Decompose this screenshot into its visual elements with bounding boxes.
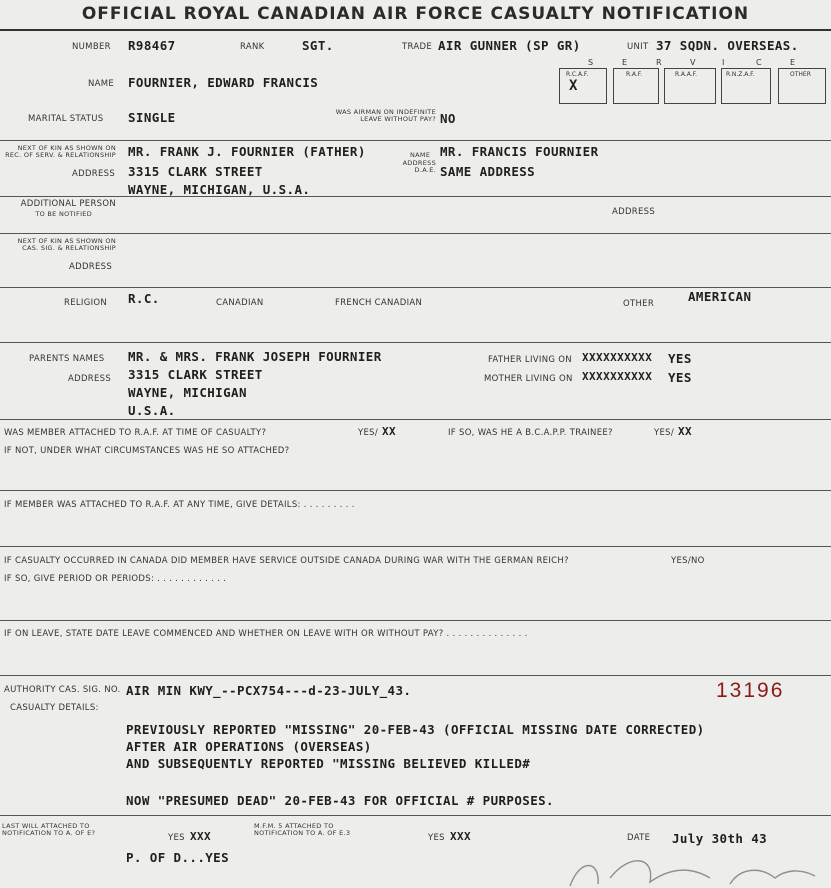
dae-address-label	[380, 160, 436, 174]
details-line3: AND SUBSEQUENTLY REPORTED "MISSING BELIEVED KILLED#	[126, 756, 531, 771]
mfm-label	[254, 823, 350, 837]
parents-address-line1: 3315 CLARK STREET	[128, 367, 263, 382]
last-will-line1: LAST WILL ATTACHED TO	[2, 822, 90, 830]
additional-person-label: ADDITIONAL PERSON	[20, 199, 116, 209]
details-line2: AFTER AIR OPERATIONS (OVERSEAS)	[126, 739, 372, 754]
number-value: R98467	[128, 38, 176, 53]
mother-living-label: MOTHER LIVING ON	[484, 374, 573, 384]
bcatp-struck: XX	[678, 425, 693, 438]
bcatp-yes-label: YES/	[654, 428, 675, 438]
service-letter: R	[656, 58, 662, 67]
parents-address-line2: WAYNE, MICHIGAN	[128, 385, 247, 400]
indef-leave-line2: LEAVE WITHOUT PAY?	[360, 115, 436, 123]
rcaf-mark: X	[569, 78, 578, 94]
service-letter: S	[588, 58, 594, 67]
mother-living-struck: XXXXXXXXXX	[582, 370, 653, 383]
form-title: OFFICIAL ROYAL CANADIAN AIR FORCE CASUALTY NOTIFICATION	[81, 4, 750, 24]
last-will-label	[2, 823, 95, 837]
service-box-other	[778, 68, 826, 104]
mfm-line2: NOTIFICATION TO A. OF E.3	[254, 829, 351, 837]
nok-address-line1: 3315 CLARK STREET	[128, 164, 263, 179]
dae-address-value: SAME ADDRESS	[440, 164, 536, 179]
other-nationality-value: AMERICAN	[688, 289, 752, 304]
number-label: NUMBER	[72, 42, 111, 52]
dae-address-line2: D.A.E.	[414, 166, 436, 174]
mother-living-value: YES	[668, 370, 692, 385]
parents-names-value: MR. & MRS. FRANK JOSEPH FOURNIER	[128, 349, 382, 364]
french-canadian-label: FRENCH CANADIAN	[335, 298, 423, 308]
additional-address-label: ADDRESS	[612, 207, 656, 217]
rank-label: RANK	[240, 42, 265, 52]
marital-status-label: MARITAL STATUS	[28, 114, 104, 124]
indef-leave-line1: WAS AIRMAN ON INDEFINITE	[335, 108, 436, 116]
service-box-rcaf	[559, 68, 607, 104]
last-will-yes-label: YES	[168, 833, 185, 843]
canada-yes-no: YES/NO	[671, 556, 705, 566]
serial-number: 13196	[716, 679, 785, 702]
last-will-line2: NOTIFICATION TO A. OF E?	[2, 829, 96, 837]
marital-status-value: SINGLE	[128, 110, 176, 125]
rule	[0, 675, 831, 676]
trade-label: TRADE	[402, 42, 432, 52]
parents-address-line3: U.S.A.	[128, 403, 176, 418]
name-label: NAME	[88, 79, 115, 89]
attached-raf-yes-label: YES/	[358, 428, 379, 438]
indef-leave-value: NO	[440, 111, 456, 126]
casualty-details-label: CASUALTY DETAILS:	[10, 703, 99, 713]
leave-question: IF ON LEAVE, STATE DATE LEAVE COMMENCED AND WHETHER ON LEAVE WITH OR WITHOUT PAY? . . . . . . . . . . . . . .	[4, 629, 528, 639]
nok-cas-line1: NEXT OF KIN AS SHOWN ON	[17, 237, 116, 245]
name-value: FOURNIER, EDWARD FRANCIS	[128, 75, 319, 90]
father-living-label: FATHER LIVING ON	[488, 355, 572, 365]
date-label: DATE	[627, 833, 651, 843]
nok-cas-label	[0, 238, 116, 252]
rule	[0, 287, 831, 288]
nok-label-line1: NEXT OF KIN AS SHOWN ON	[17, 144, 116, 152]
rule	[0, 196, 831, 197]
rule	[0, 233, 831, 234]
canada-question: IF CASUALTY OCCURRED IN CANADA DID MEMBER HAVE SERVICE OUTSIDE CANADA DURING WAR WITH THE GERMAN REICH?	[4, 556, 569, 566]
nok-address-label: ADDRESS	[72, 169, 116, 179]
attached-any-question: IF MEMBER WAS ATTACHED TO R.A.F. AT ANY TIME, GIVE DETAILS: . . . . . . . . .	[4, 500, 355, 510]
canadian-label: CANADIAN	[216, 298, 264, 308]
mfm-struck: XXX	[450, 830, 472, 843]
date-value: July 30th 43	[672, 831, 768, 846]
service-box-raaf	[664, 68, 716, 104]
trade-value: AIR GUNNER (SP GR)	[438, 38, 581, 53]
details-line4: NOW "PRESUMED DEAD" 20-FEB-43 FOR OFFICIAL # PURPOSES.	[126, 793, 554, 808]
authority-value: AIR MIN KWY_--PCX754---d-23-JULY_43.	[126, 683, 412, 698]
service-letter: V	[690, 58, 696, 67]
religion-label: RELIGION	[64, 298, 108, 308]
service-letter: C	[756, 58, 762, 67]
service-box-label: R.N.Z.A.F.	[726, 71, 755, 78]
father-living-struck: XXXXXXXXXX	[582, 351, 653, 364]
other-label: OTHER	[623, 299, 655, 309]
pod-value: P. OF D...YES	[126, 850, 230, 865]
unit-label: UNIT	[627, 42, 649, 52]
rule	[0, 620, 831, 621]
service-box-label: R.A.A.F.	[675, 71, 698, 78]
circumstances-question: IF NOT, UNDER WHAT CIRCUMSTANCES WAS HE SO ATTACHED?	[4, 446, 290, 456]
nok-cas-line2: CAS. SIG. & RELATIONSHIP	[22, 244, 116, 252]
service-box-label: R.C.A.F.	[566, 71, 589, 78]
rule	[0, 342, 831, 343]
details-line1: PREVIOUSLY REPORTED "MISSING" 20-FEB-43 (OFFICIAL MISSING DATE CORRECTED)	[126, 722, 705, 737]
attached-raf-struck: XX	[382, 425, 397, 438]
rule	[0, 546, 831, 547]
nok-cas-address-label: ADDRESS	[69, 262, 113, 272]
bcatp-question: IF SO, WAS HE A B.C.A.P.P. TRAINEE?	[448, 428, 613, 438]
rule	[0, 29, 831, 31]
signature-scribble	[560, 848, 820, 888]
mfm-yes-label: YES	[428, 833, 445, 843]
service-letter: E	[622, 58, 628, 67]
service-box-label: OTHER	[790, 71, 811, 78]
religion-value: R.C.	[128, 291, 160, 306]
service-box-label: R.A.F.	[626, 71, 643, 78]
rule	[0, 140, 831, 141]
service-box-rnzaf	[721, 68, 771, 104]
nok-address-line2: WAYNE, MICHIGAN, U.S.A.	[128, 182, 311, 197]
nok-name-value: MR. FRANK J. FOURNIER (FATHER)	[128, 144, 366, 159]
parents-names-label: PARENTS NAMES	[29, 354, 105, 364]
nok-label-line2: REC. OF SERV. & RELATIONSHIP	[5, 151, 116, 159]
attached-raf-question: WAS MEMBER ATTACHED TO R.A.F. AT TIME OF CASUALTY?	[4, 428, 267, 438]
dae-name-value: MR. FRANCIS FOURNIER	[440, 144, 599, 159]
periods-question: IF SO, GIVE PERIOD OR PERIODS: . . . . . . . . . . . .	[4, 574, 227, 584]
rule	[0, 490, 831, 491]
rule	[0, 419, 831, 420]
dae-name-label: NAME	[410, 151, 431, 159]
service-box-raf	[613, 68, 659, 104]
father-living-value: YES	[668, 351, 692, 366]
parents-address-label: ADDRESS	[68, 374, 112, 384]
unit-value: 37 SQDN. OVERSEAS.	[656, 38, 799, 53]
to-be-notified-label: TO BE NOTIFIED	[35, 210, 92, 218]
rank-value: SGT.	[302, 38, 334, 53]
authority-label: AUTHORITY CAS. SIG. NO.	[4, 685, 121, 695]
mfm-line1: M.F.M. 5 ATTACHED TO	[254, 822, 334, 830]
rule	[0, 815, 831, 816]
nok-label	[0, 145, 116, 159]
dae-address-line1: ADDRESS	[402, 159, 436, 167]
service-letter: E	[790, 58, 796, 67]
service-letter: I	[722, 58, 725, 67]
indef-leave-label	[318, 109, 436, 123]
last-will-struck: XXX	[190, 830, 212, 843]
